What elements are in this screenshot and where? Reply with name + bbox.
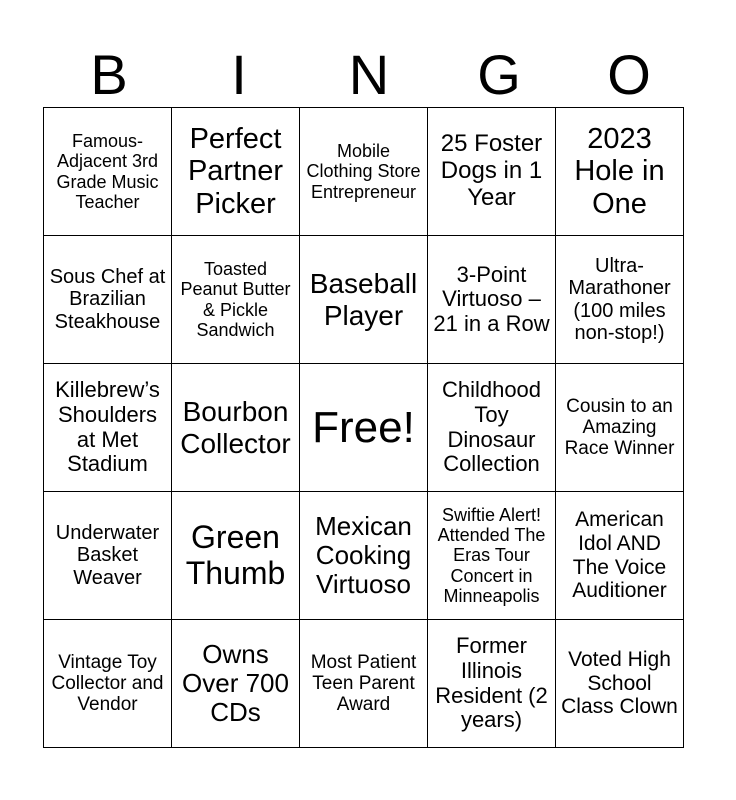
board-row [44,492,684,620]
bingo-cell[interactable] [428,364,556,492]
free-space-cell[interactable] [300,364,428,492]
cell-text: 25 Foster Dogs in 1 Year [440,130,543,211]
bingo-board [43,107,684,748]
bingo-cell[interactable] [172,236,300,364]
bingo-cell[interactable] [172,620,300,748]
bingo-cell[interactable] [428,620,556,748]
bingo-cell[interactable] [172,108,300,236]
free-space-text: Free! [312,402,415,452]
board-row [44,108,684,236]
cell-text: Toasted Peanut Butter & Pickle Sandwich [180,259,291,340]
bingo-cell[interactable] [428,492,556,620]
cell-text: Mobile Clothing Store Entrepreneur [306,141,421,202]
bingo-cell[interactable] [300,620,428,748]
cell-text: Childhood Toy Dinosaur Collection [441,377,542,477]
cell-text: Voted High School Class Clown [561,648,678,719]
bingo-cell[interactable] [556,236,684,364]
cell-text: Sous Chef at Brazilian Steakhouse [49,265,166,333]
cell-text: Green Thumb [185,518,286,591]
bingo-header [44,44,694,106]
cell-text: Perfect Partner Picker [187,122,284,220]
bingo-cell[interactable] [556,620,684,748]
bingo-cell[interactable] [172,492,300,620]
bingo-cell[interactable] [300,492,428,620]
cell-text: Underwater Basket Weaver [55,521,160,589]
cell-text: Swiftie Alert! Attended The Eras Tour Concert in Minneapolis [437,505,546,606]
cell-text: Baseball Player [309,268,418,331]
cell-text: Vintage Toy Collector and Vendor [51,651,164,716]
bingo-cell[interactable] [44,364,172,492]
header-letter-g: G [477,43,521,106]
bingo-cell[interactable] [428,236,556,364]
cell-text: Ultra-Marathoner (100 miles non-stop!) [568,254,671,344]
bingo-cell[interactable] [44,236,172,364]
board-row [44,620,684,748]
cell-text: Former Illinois Resident (2 years) [435,633,548,733]
header-letter-n: N [348,43,390,106]
cell-text: Most Patient Teen Parent Award [310,651,417,716]
bingo-cell[interactable] [44,620,172,748]
cell-text: Famous-Adjacent 3rd Grade Music Teacher [56,131,159,212]
cell-text: 2023 Hole in One [574,122,665,220]
cell-text: Cousin to an Amazing Race Winner [564,395,675,460]
header-letter-i: I [231,43,247,106]
board-row [44,364,684,492]
header-letter-o: O [607,43,651,106]
cell-text: American Idol AND The Voice Auditioner [572,508,667,603]
bingo-cell[interactable] [300,108,428,236]
bingo-cell[interactable] [556,364,684,492]
cell-text: Bourbon Collector [180,396,291,459]
cell-text: Killebrew’s Shoulders at Met Stadium [55,377,160,477]
bingo-cell[interactable] [556,492,684,620]
cell-text: Owns Over 700 CDs [182,638,289,728]
cell-text: 3-Point Virtuoso – 21 in a Row [433,261,550,336]
bingo-cell[interactable] [44,492,172,620]
bingo-cell[interactable] [300,236,428,364]
header-letter-b: B [90,43,128,106]
board-row [44,236,684,364]
bingo-cell[interactable] [556,108,684,236]
bingo-cell[interactable] [172,364,300,492]
cell-text: Mexican Cooking Virtuoso [315,510,412,600]
bingo-cell[interactable] [428,108,556,236]
bingo-cell[interactable] [44,108,172,236]
